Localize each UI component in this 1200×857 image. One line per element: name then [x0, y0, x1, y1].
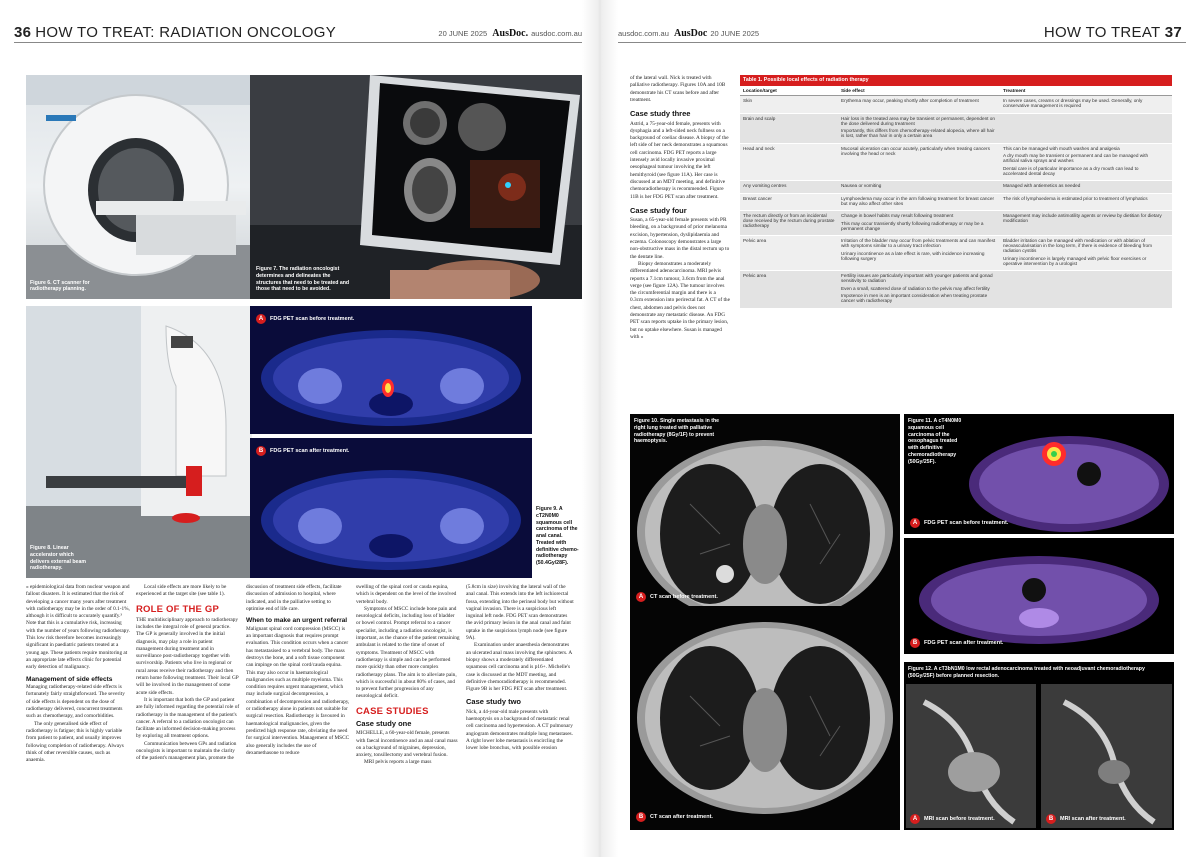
pet-neck-after-image	[904, 538, 1174, 654]
pet-scan-before-image	[250, 306, 532, 434]
table-cell-side-effect	[838, 181, 1000, 193]
figure-9a-pet-before	[250, 306, 532, 434]
figure-8-caption: Figure 8. Linear accelerator which delivers external beam radiotherapy.	[30, 545, 86, 572]
brand-logo: AusDoc.	[492, 28, 529, 39]
cell-line: Urinary incontinence as a late effect is rare, with incidence increasing following surgery	[841, 250, 985, 261]
subheading: Management of side effects	[26, 675, 113, 683]
paragraph: Communication between GPs and radiation oncologists is important to maintain the clarity of the patient's management plan, promote the	[136, 740, 237, 762]
paragraph: Nick, a 44-year-old male presents with haemoptysis on a background of metastatic renal cell carcinoma and hypertension. A CT pulmonary angiogram demonstrates multiple lung metastases. A right lower lobe metastasis is encircling the lower lobe bronchus, with possible erosion	[466, 708, 573, 752]
table-cell-side-effect	[838, 211, 1000, 235]
table-row	[740, 114, 1172, 144]
site-url[interactable]: ausdoc.com.au	[531, 29, 582, 38]
table-cell-side-effect	[838, 236, 1000, 270]
paragraph: Susan, a 65-year-old female presents with PR bleeding, on a background of prior melanoma excision, hypertension, dyslipidaemia and eczema. Colonoscopy demonstrates a large non-obstructive mass in the distal rectum up to the dentate line.	[630, 217, 730, 260]
subheading: When to make an urgent referral	[246, 617, 348, 625]
cell-line: Mucosal ulceration can occur acutely, particularly when treating cancers involving the head or neck	[841, 145, 990, 156]
table-cell-location: Brain and scalp	[743, 115, 776, 121]
badge-b: B	[1046, 814, 1056, 824]
figure-9b-label	[256, 446, 349, 456]
cell-line: Dental care is of particular importance as a dry mouth can lead to accelerated dental decay	[1003, 165, 1139, 176]
figure-11a-label-text: FDG PET scan before treatment.	[924, 520, 1009, 526]
cell-line: Bladder irritation can be managed with medication or with ablation of neovascularisation in the long term, if there is evidence of bleeding from radiation cystitis	[1003, 238, 1153, 253]
paragraph: (5.8cm in size) involving the lateral wall of the anal canal. This extends into the left ischiorectal fossa, extending into the perineal body but without vaginal invasion. There is a suspicious left inguinal left node. FDG PET scan demonstrates the avid primary lesion in the anal canal and faint uptake in the suspicious lymph node (see figure 9A).	[466, 584, 574, 642]
badge-a: A	[256, 314, 266, 324]
badge-a: A	[910, 518, 920, 528]
table-cell-treatment	[1000, 181, 1166, 193]
table-title: Table 1. Possible local effects of radiation therapy	[740, 75, 1172, 86]
figure-12b-label	[1046, 814, 1126, 824]
table-cell-location: The rectum directly or from an incidental dose received by the rectum during prostate radiotherapy	[743, 213, 835, 228]
cell-line: Impotence in men is an important consideration when treating prostate cancer with radiotherapy	[841, 293, 988, 303]
paragraph: Symptoms of MSCC include bone pain and neurological deficits, including loss of bladder or bowel control. Prompt referral to a cancer specialist, including a radiation oncologist, is important, as the chance of the patient remaining ambulant is related to the time of onset of symptoms. Treatment of MSCC with radiotherapy is simple and can be performed more quickly than other more complex radiotherapy plans. The aim is to alleviate pain, which is successful in about 80% of cases, and to prevent further progression of any neurological deficit.	[356, 605, 460, 700]
figure-10a-ct-before	[630, 414, 900, 634]
table-cell-treatment	[1000, 114, 1166, 143]
table-cell-side-effect	[838, 96, 1000, 113]
table-cell-location: Head and neck	[743, 145, 775, 151]
table-header-cell: Side effect	[841, 88, 865, 93]
table-header-row	[740, 86, 1172, 96]
cell-line: Irritation of the bladder may occur from pelvic treatments and can manifest with symptoms similar to a urinary tract infection	[841, 238, 996, 248]
figure-9b-pet-after	[250, 438, 532, 578]
table-cell-treatment	[1000, 96, 1166, 113]
left-col-1	[26, 584, 130, 854]
paragraph: of the lateral wall. Nick is treated with palliative radiotherapy. Figures 10A and 10B demonstrate his CT scans before and after treatment.	[630, 75, 726, 103]
issue-meta	[438, 28, 582, 39]
cell-line: Importantly, this differs from chemotherapy-related alopecia, where all hair is lost, rather than hair in only a certain area	[841, 128, 995, 138]
table-cell-side-effect	[838, 194, 1000, 211]
paragraph: MRI pelvis reports a large mass	[364, 759, 432, 766]
paragraph: Astrid, a 75-year-old female, presents with dysphagia and a left-sided neck fullness on a background of coeliac disease. A biopsy of the left side of her neck demonstrates a squamous cell carcinoma. FDG PET reports a large intensely avid locally invasive proximal oesophageal tumour involving the left hemithyroid (see figure 11A). Her case is discussed at an MDT meeting, and definitive chemoradiotherapy is recommended. Figure 11B is her FDG PET scan after treatment.	[630, 120, 729, 200]
figure-8-linac	[26, 306, 252, 578]
right-page	[618, 0, 1186, 857]
table-body	[740, 96, 1172, 309]
table-row	[740, 211, 1172, 236]
cell-line: In severe cases, creams or dressings may be used. Generally, only conservative management is required	[1003, 98, 1143, 108]
table-row	[740, 96, 1172, 114]
issue-date: 20 JUNE 2025	[710, 29, 760, 38]
ct-lung-after-image	[630, 606, 900, 830]
table-cell-treatment	[1000, 194, 1166, 211]
table-row	[740, 181, 1172, 194]
right-col-1	[630, 75, 730, 415]
table-cell-treatment	[1000, 271, 1166, 308]
paragraph: « epidemiological data from nuclear weapon and fallout disasters. It is estimated that the risk of developing a cancer many years after treatment with radiotherapy may be in the order of 0.1-1%, although it is difficult to accurately quantify.³ Note that this is a cumulative risk, increasing with the number of years following radiotherapy. This low risk therefore becomes increasingly significant in paediatric patients treated at a young age. These patients require monitoring at an appropriate late effects clinic for potential early detection of malignancy.	[26, 584, 130, 671]
cell-line: This can be managed with mouth washes and analgesia	[1003, 145, 1120, 151]
table-cell-treatment	[1000, 144, 1166, 181]
figure-12-caption: Figure 12. A cT3bN1M0 low rectal adenocarcinoma treated with neoadjuvant chemoradiotherapy (50Gy/25F) before planned resection.	[908, 666, 1145, 679]
table-cell-treatment	[1000, 236, 1166, 270]
figure-11a-pet-before	[904, 414, 1174, 534]
cell-line: Fertility issues are particularly important with younger patients and gonad sensitivity to radiation	[841, 273, 993, 283]
badge-b: B	[910, 638, 920, 648]
paragraph: Malignant spinal cord compression (MSCC) is an important diagnosis that requires prompt evaluation. This condition occurs when a cancer has metastasised to a vertebral body. The mass destroys the bone, and a soft tissue component can impinge on the spinal cord/cauda equina. This may also occur in haematological malignancies such as multiple myeloma. This condition requires urgent management, which may include surgical decompression, a combination of decompression and radiotherapy, or radiotherapy alone in patients not suitable for surgical resection. Radiotherapy is favoured in haematological malignancies, given the predicted high response rate, obviating the need for surgical intervention. Management of MSCC also generally includes the use of dexamethasone to reduce	[246, 625, 350, 756]
brand-logo: AusDoc	[673, 28, 708, 39]
figure-6-caption: Figure 6. CT scanner for radiotherapy planning.	[30, 279, 90, 293]
badge-b: B	[256, 446, 266, 456]
page-number: 36	[14, 24, 32, 41]
header-rule	[14, 42, 582, 43]
site-url[interactable]: ausdoc.com.au	[618, 29, 669, 38]
left-col-4	[356, 584, 460, 854]
figure-6-ct-scanner	[26, 75, 252, 299]
paragraph: MICHELLE, a 60-year-old female, presents with faecal incontinence and an anal canal mass on a background of migraines, depression, anxiety, tonsillectomy and vertebral fusion.	[356, 730, 458, 759]
figure-10a-label	[636, 592, 718, 602]
subheading: Case study one	[356, 718, 412, 728]
paragraph: It is important that both the GP and patient are fully informed regarding the potential role of radiotherapy in the management of the patient's cancer. A referral to a radiation oncologist can facilitate an informed decision-making process by exploring all treatment options.	[136, 696, 240, 740]
cell-line: Nausea or vomiting	[841, 183, 882, 188]
table-cell-location: Pelvic area	[743, 273, 767, 278]
section-title: HOW TO TREAT	[1043, 24, 1161, 41]
left-page	[14, 0, 582, 857]
figure-9a-label	[256, 314, 354, 324]
cell-line: Lymphoedema may occur in the arm following treatment for breast cancer but may also affect other sites	[841, 195, 995, 206]
ct-scanner-illustration	[26, 75, 252, 299]
figure-12b-label-text: MRI scan after treatment.	[1060, 816, 1126, 822]
linac-illustration	[26, 306, 252, 578]
left-col-2	[136, 584, 240, 854]
figure-12a-label	[910, 814, 995, 824]
issue-meta	[618, 28, 759, 39]
figure-7-caption: Figure 7. The radiation oncologist determines and delineates the structures that need to be treated and those that need to be avoided.	[256, 266, 350, 293]
paragraph: swelling of the spinal cord or cauda equina, which is dependent on the level of the involved vertebral body.	[356, 584, 457, 605]
cell-line: Management may include antimotility agents or review by dietitian for dietary modification	[1003, 213, 1162, 223]
left-col-3	[246, 584, 350, 854]
cell-line: A dry mouth may be transient or permanent and can be managed with artificial saliva sprays and washes	[1003, 153, 1149, 163]
figure-12-mri	[904, 662, 1174, 830]
paragraph: Biopsy demonstrates a moderately differentiated adenocarcinoma. MRI pelvis reports a 7.1cm tumour, 3.6cm from the anal verge (see figure 12A). The tumour involves the circumferential margin and there is a 0.3cm extension into perirectal fat. A CT of the chest, abdomen and pelvis does not demonstrate any metastatic disease. An FDG PET scan reports uptake in the primary lesion, but no uptake elsewhere. Susan is managed with »	[630, 260, 730, 340]
figure-11b-label	[910, 638, 1003, 648]
figure-10b-label	[636, 812, 713, 822]
cell-line: Change in bowel habits may result following treatment	[841, 213, 954, 218]
issue-date: 20 JUNE 2025	[438, 29, 488, 38]
paragraph: Managing radiotherapy-related side effects is fortunately fairly straightforward. The severity of side effects is dependent on the dose of radiotherapy delivered, concurrent treatments such as chemotherapy, and comorbidities.	[26, 684, 125, 720]
paragraph: The only generalised side effect of radiotherapy is fatigue; this is highly variable from patient to patient, and usually improves following completion of radiotherapy. Always think of other reversible causes, such as anaemia.	[26, 720, 124, 764]
cell-line: Erythema may occur, peaking shortly after completion of treatment	[841, 98, 979, 103]
cell-line: This may occur transiently shortly following radiotherapy or may be a permanent change	[841, 220, 984, 231]
table-cell-treatment	[1000, 211, 1166, 235]
table-row	[740, 271, 1172, 309]
paragraph: Examination under anaesthesia demonstrates an ulcerated anal mass involving the sphincters. A biopsy shows a moderately differentiated squamous cell carcinoma and is p16+. Michelle's case is discussed at the MDT meeting, and definitive chemoradiotherapy is recommended. Figure 9B is her FDG PET scan after treatment.	[466, 642, 572, 693]
section-heading: CASE STUDIES	[356, 705, 429, 717]
page-gutter	[582, 0, 618, 857]
table-row	[740, 194, 1172, 212]
figure-11b-pet-after	[904, 538, 1174, 654]
figure-9-caption: Figure 9. A cT2N0M0 squamous cell carcinoma of the anal canal. Treated with definitive chemo-radiotherapy (50.4Gy/28F).	[536, 506, 579, 566]
page-number: 37	[1164, 24, 1182, 41]
badge-a: A	[910, 814, 920, 824]
cell-line: The risk of lymphoedema is estimated prior to treatment of lymphatics	[1003, 195, 1148, 201]
table-cell-location: Pelvic area	[743, 238, 767, 243]
table-header-cell: Location/target	[743, 88, 777, 93]
left-col-5	[466, 584, 574, 854]
badge-a: A	[636, 592, 646, 602]
figure-9b-label-text: FDG PET scan after treatment.	[270, 448, 350, 454]
figure-10b-ct-after	[630, 606, 900, 830]
figure-11-caption: Figure 11. A cT4N0M0 squamous cell carcinoma of the oesophagus treated with definitive chemoradiotherapy (50Gy/25F).	[908, 418, 962, 465]
page-title	[1044, 24, 1186, 41]
table-cell-side-effect	[838, 144, 1000, 181]
cell-line: Urinary incontinence is largely managed with pelvic floor exercises or operative intervention by a urologist	[1003, 255, 1147, 266]
cell-line: Managed with antiemetics as needed	[1003, 183, 1081, 188]
table-header-cell: Treatment	[1003, 88, 1026, 93]
figure-7-workstation	[250, 75, 582, 299]
right-header	[618, 22, 1186, 46]
paragraph: Local side effects are more likely to be experienced at the target site (see table 1).	[136, 584, 227, 598]
figure-10b-label-text: CT scan after treatment.	[650, 814, 713, 820]
pet-scan-after-image	[250, 438, 532, 578]
cell-line: Even a small, scattered dose of radiation to the pelvis may affect fertility	[841, 285, 990, 291]
cell-line: Hair loss in the treated area may be transient or permanent, dependent on the dose delivered during treatment	[841, 115, 995, 126]
left-header	[14, 22, 582, 46]
mri-pelvis-image	[904, 662, 1174, 830]
figure-11b-label-text: FDG PET scan after treatment.	[924, 640, 1004, 646]
subheading: Case study two	[466, 697, 522, 707]
table-cell-location: Skin	[743, 98, 753, 103]
paragraph: THE multidisciplinary approach to radiotherapy includes the integral role of general practice. The GP is generally involved in the initial diagnosis, may play a role in patient management during treatment and in surveillance post-radiotherapy together with survivorship. Patients who live in regional or rural areas receive their radiotherapy and then return home following treatment. Their local GP will be involved in the management of some acute side effects.	[136, 616, 239, 696]
table-cell-side-effect	[838, 271, 1000, 308]
figure-11a-label	[910, 518, 1008, 528]
figure-10-caption: Figure 10. Single metastasis in the right lung treated with palliative radiotherapy (8Gy/1F) to prevent haemoptysis.	[634, 418, 720, 445]
header-rule	[618, 42, 1186, 43]
table-cell-side-effect	[838, 114, 1000, 143]
section-heading: ROLE OF THE GP	[136, 603, 220, 615]
figure-9a-label-text: FDG PET scan before treatment.	[270, 316, 355, 322]
table-1	[740, 75, 1172, 309]
table-cell-location: Breast cancer	[743, 195, 772, 201]
figure-12a-label-text: MRI scan before treatment.	[924, 816, 995, 822]
table-row	[740, 144, 1172, 182]
figure-10a-label-text: CT scan before treatment.	[650, 594, 718, 600]
section-title: HOW TO TREAT: RADIATION ONCOLOGY	[35, 24, 337, 41]
page-title	[14, 24, 336, 41]
paragraph: discussion of treatment side effects, facilitate discussion of admission to hospital, where indicated, and in the palliative setting to optimise end of life care.	[246, 584, 342, 612]
table-cell-location: Any vomiting centres	[743, 183, 787, 188]
subheading: Case study three	[630, 109, 691, 119]
subheading: Case study four	[630, 205, 687, 215]
badge-b: B	[636, 812, 646, 822]
table-row	[740, 236, 1172, 271]
